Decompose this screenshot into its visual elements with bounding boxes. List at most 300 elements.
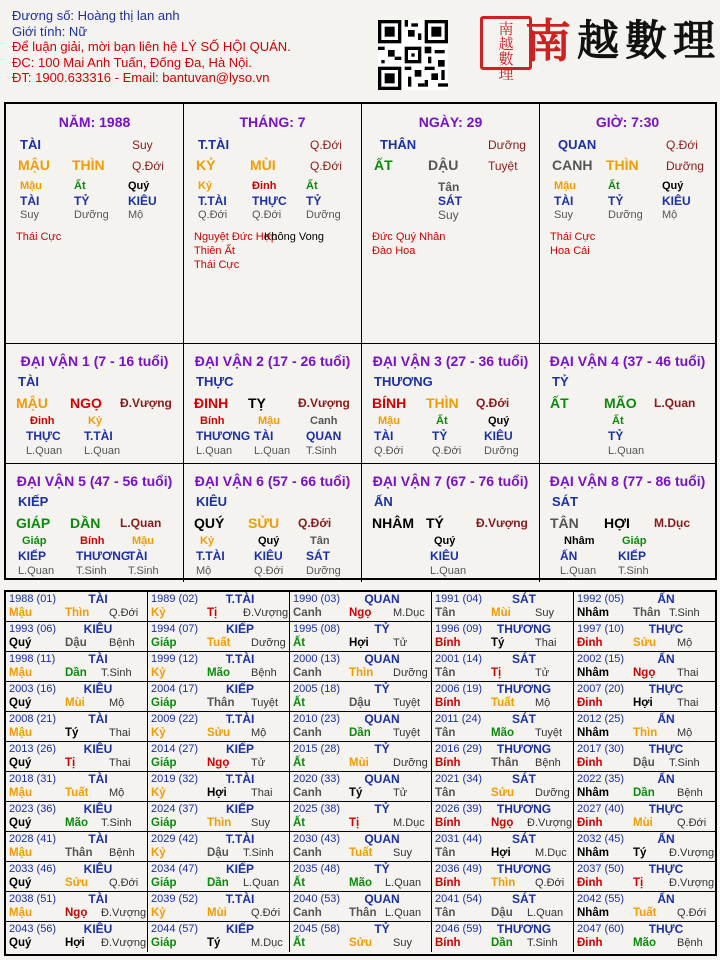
year-can: Quý bbox=[9, 757, 32, 769]
year-status: L.Quan bbox=[385, 877, 422, 889]
year-god: ẤN bbox=[657, 832, 675, 846]
year-can: Kỷ bbox=[151, 727, 166, 739]
year-can: Quý bbox=[9, 877, 32, 889]
year-cell bbox=[290, 712, 432, 742]
year-label: 2027 (40) bbox=[577, 803, 625, 815]
hidden-god: ẤN bbox=[560, 549, 578, 563]
year-god: SÁT bbox=[512, 832, 536, 846]
year-chi: Dần bbox=[207, 877, 229, 889]
dai-van-status: L.Quan bbox=[654, 396, 696, 410]
year-status: Đ.Vượng bbox=[669, 877, 715, 889]
chart-cell bbox=[184, 464, 362, 582]
year-can: Bính bbox=[435, 817, 461, 829]
year-god: THỰC bbox=[648, 742, 684, 756]
hidden-god: SÁT bbox=[306, 549, 330, 563]
hidden-status: Q.Đới bbox=[432, 445, 462, 457]
year-status: Thai bbox=[677, 667, 699, 679]
year-can: Bính bbox=[435, 697, 461, 709]
year-label: 2036 (49) bbox=[435, 863, 483, 875]
year-label: 2047 (60) bbox=[577, 923, 625, 935]
pillar-star: Nguyệt Đức Hợp bbox=[194, 231, 278, 243]
year-cell bbox=[574, 892, 715, 922]
hidden-status: L.Quan bbox=[560, 565, 597, 577]
year-god: T.TÀI bbox=[225, 712, 255, 726]
hidden-status: Q.Đới bbox=[198, 209, 228, 221]
hidden-god: TÀI bbox=[20, 194, 40, 208]
year-god: THỰC bbox=[648, 622, 684, 636]
year-chi: Thân bbox=[65, 847, 93, 859]
year-chi: Tị bbox=[633, 877, 644, 889]
pillar-chi: THÌN bbox=[72, 157, 105, 173]
year-can: Ất bbox=[293, 637, 306, 649]
seal-char: 越 bbox=[498, 35, 514, 53]
year-cell bbox=[290, 622, 432, 652]
year-cell bbox=[432, 682, 574, 712]
year-cell bbox=[574, 802, 715, 832]
owner-name: Đương số: Hoàng thị lan anh bbox=[12, 8, 180, 23]
year-label: 1999 (12) bbox=[151, 653, 199, 665]
year-cell bbox=[148, 832, 290, 862]
dai-van-title: ĐẠI VẬN 2 (17 - 26 tuổi) bbox=[194, 353, 351, 369]
year-god: KIÊU bbox=[83, 622, 113, 636]
year-label: 2013 (26) bbox=[9, 743, 57, 755]
year-status: M.Dục bbox=[393, 607, 425, 619]
year-status: Mộ bbox=[109, 697, 125, 709]
year-cell bbox=[148, 682, 290, 712]
year-chi: Dần bbox=[65, 667, 87, 679]
year-label: 2018 (31) bbox=[9, 773, 57, 785]
year-label: 1990 (03) bbox=[293, 593, 341, 605]
hidden-stem: Ất bbox=[436, 415, 448, 427]
hidden-stem: Quý bbox=[488, 415, 510, 427]
year-chi: Mùi bbox=[207, 907, 227, 919]
year-chi: Sửu bbox=[65, 877, 89, 889]
year-god: ẤN bbox=[657, 652, 675, 666]
year-god: TỶ bbox=[374, 802, 390, 816]
hidden-status: T.Sinh bbox=[76, 565, 107, 577]
year-cell bbox=[6, 682, 148, 712]
dai-van-can: MẬU bbox=[16, 395, 48, 411]
year-status: L.Quan bbox=[243, 877, 280, 889]
year-chi: Dần bbox=[349, 727, 371, 739]
year-status: T.Sinh bbox=[527, 937, 558, 949]
year-label: 2023 (36) bbox=[9, 803, 57, 815]
year-status: Tuyệt bbox=[393, 697, 421, 709]
hidden-stem: Kỷ bbox=[200, 535, 215, 547]
dai-van-title: ĐẠI VẬN 8 (77 - 86 tuổi) bbox=[549, 473, 706, 489]
year-god: T.TÀI bbox=[225, 592, 255, 606]
dai-van-can: ĐINH bbox=[194, 395, 229, 411]
dai-van-status: L.Quan bbox=[120, 516, 162, 530]
hidden-status: Q.Đới bbox=[374, 445, 404, 457]
hidden-status: Suy bbox=[20, 209, 39, 221]
dai-van-god: KIÊU bbox=[196, 494, 228, 509]
hidden-status: L.Quan bbox=[18, 565, 55, 577]
dai-van-status: M.Dục bbox=[654, 516, 690, 530]
dai-van-can: TÂN bbox=[550, 515, 579, 531]
hidden-god: TỶ bbox=[432, 429, 448, 443]
hidden-stem: Bính bbox=[80, 535, 105, 547]
chart-cell bbox=[362, 104, 540, 344]
dai-van-can: QUÝ bbox=[194, 515, 225, 531]
year-status: Q.Đới bbox=[677, 817, 707, 829]
year-chi: Tị bbox=[207, 607, 218, 619]
year-can: Quý bbox=[9, 697, 32, 709]
year-cell bbox=[432, 922, 574, 952]
year-chi: Thìn bbox=[65, 607, 90, 619]
year-god: KIÊU bbox=[83, 922, 113, 936]
year-can: Kỷ bbox=[151, 787, 166, 799]
seal-char: 理 bbox=[498, 65, 514, 83]
year-can: Nhâm bbox=[577, 787, 609, 799]
year-label: 2019 (32) bbox=[151, 773, 199, 785]
qr-code-icon bbox=[378, 20, 448, 90]
year-god: TÀI bbox=[88, 712, 108, 726]
year-can: Ất bbox=[293, 757, 306, 769]
year-cell bbox=[574, 862, 715, 892]
dai-van-can: BÍNH bbox=[372, 395, 407, 411]
year-status: L.Quan bbox=[385, 907, 422, 919]
chart-cell bbox=[540, 104, 715, 344]
hidden-god: TỶ bbox=[306, 194, 322, 208]
year-status: Mộ bbox=[109, 787, 125, 799]
chart-cell bbox=[540, 464, 715, 582]
year-label: 2026 (39) bbox=[435, 803, 483, 815]
hidden-god: KIÊU bbox=[254, 549, 283, 563]
pillar-star: Thái Cực bbox=[194, 259, 240, 271]
year-can: Mậu bbox=[9, 787, 32, 799]
year-cell bbox=[290, 892, 432, 922]
year-status: Q.Đới bbox=[109, 877, 139, 889]
year-cell bbox=[6, 592, 148, 622]
year-status: Bệnh bbox=[677, 937, 703, 949]
hidden-status: L.Quan bbox=[254, 445, 291, 457]
brand-char: 理 bbox=[672, 16, 715, 65]
year-status: Thai bbox=[251, 787, 273, 799]
dai-van-title: ĐẠI VẬN 7 (67 - 76 tuổi) bbox=[372, 473, 529, 489]
dai-van-status: Q.Đới bbox=[476, 396, 510, 410]
year-can: Kỷ bbox=[151, 667, 166, 679]
year-status: Mộ bbox=[677, 637, 693, 649]
hidden-status: T.Sinh bbox=[128, 565, 159, 577]
year-label: 2032 (45) bbox=[577, 833, 625, 845]
year-god: TÀI bbox=[88, 772, 108, 786]
year-god: QUAN bbox=[364, 892, 400, 906]
year-cell bbox=[6, 892, 148, 922]
year-status: Tử bbox=[251, 757, 266, 769]
hidden-stem: Tân bbox=[438, 180, 460, 194]
dai-van-god: TỶ bbox=[552, 374, 569, 389]
pillar-god: T.TÀI bbox=[198, 137, 230, 152]
dai-van-god: SÁT bbox=[552, 494, 578, 509]
dai-van-chi: THÌN bbox=[426, 395, 459, 411]
chart-cell bbox=[6, 464, 184, 582]
chart-cell bbox=[184, 344, 362, 464]
year-god: T.TÀI bbox=[225, 832, 255, 846]
year-status: Tuyệt bbox=[393, 727, 421, 739]
year-label: 2005 (18) bbox=[293, 683, 341, 695]
year-chi: Tuất bbox=[207, 637, 231, 649]
dai-van-chi: HỢI bbox=[604, 515, 630, 531]
year-god: THƯƠNG bbox=[496, 802, 552, 816]
year-label: 2034 (47) bbox=[151, 863, 199, 875]
year-can: Kỷ bbox=[151, 847, 166, 859]
year-can: Giáp bbox=[151, 757, 177, 769]
year-chi: Tị bbox=[65, 757, 76, 769]
pillar-can: MẬU bbox=[18, 157, 50, 173]
year-cell bbox=[290, 832, 432, 862]
year-cell bbox=[6, 742, 148, 772]
year-chi: Mùi bbox=[633, 817, 653, 829]
year-god: THƯƠNG bbox=[496, 862, 552, 876]
year-cell bbox=[574, 922, 715, 952]
chart-cell bbox=[362, 464, 540, 582]
year-chi: Tuất bbox=[491, 697, 515, 709]
year-cell bbox=[148, 862, 290, 892]
hidden-stem: Mậu bbox=[20, 180, 42, 192]
year-god: KIẾP bbox=[225, 802, 254, 816]
chart-cell bbox=[362, 344, 540, 464]
year-can: Giáp bbox=[151, 937, 177, 949]
year-status: T.Sinh bbox=[101, 817, 132, 829]
year-god: THƯƠNG bbox=[496, 622, 552, 636]
year-chi: Dậu bbox=[349, 697, 371, 709]
hidden-status: Suy bbox=[554, 209, 573, 221]
year-label: 1989 (02) bbox=[151, 593, 199, 605]
year-god: T.TÀI bbox=[225, 772, 255, 786]
hidden-status: L.Quan bbox=[430, 565, 467, 577]
year-chi: Dần bbox=[633, 787, 655, 799]
year-status: Suy bbox=[393, 937, 412, 949]
year-label: 2044 (57) bbox=[151, 923, 199, 935]
pillar-title: NĂM: 1988 bbox=[58, 114, 131, 130]
year-god: QUAN bbox=[364, 712, 400, 726]
pillar-star: Hoa Cái bbox=[550, 245, 590, 257]
hidden-god: T.TÀI bbox=[84, 429, 113, 443]
hidden-stem: Ất bbox=[306, 180, 318, 192]
pillar-title: GIỜ: 7:30 bbox=[595, 114, 660, 130]
year-status: Dưỡng bbox=[251, 637, 286, 649]
dai-van-chi: NGỌ bbox=[70, 395, 102, 411]
year-chi: Tuất bbox=[65, 787, 89, 799]
year-can: Nhâm bbox=[577, 727, 609, 739]
year-chi: Mão bbox=[207, 667, 230, 679]
year-status: Tử bbox=[393, 787, 408, 799]
pillar-chi-status: Q.Đới bbox=[132, 159, 164, 173]
year-chi: Sửu bbox=[349, 937, 373, 949]
year-status: Q.Đới bbox=[109, 607, 139, 619]
year-status: Bệnh bbox=[677, 787, 703, 799]
year-can: Canh bbox=[293, 727, 322, 739]
year-label: 2022 (35) bbox=[577, 773, 625, 785]
year-god: TỶ bbox=[374, 742, 390, 756]
year-cell bbox=[574, 712, 715, 742]
year-label: 2031 (44) bbox=[435, 833, 483, 845]
year-cell bbox=[432, 742, 574, 772]
hidden-stem: Nhâm bbox=[564, 535, 595, 547]
year-cell bbox=[432, 802, 574, 832]
dai-van-title: ĐẠI VẬN 6 (57 - 66 tuổi) bbox=[194, 473, 351, 489]
year-cell bbox=[290, 862, 432, 892]
dai-van-god: ẤN bbox=[374, 494, 393, 509]
year-cell bbox=[6, 832, 148, 862]
brand-char: 越 bbox=[576, 16, 619, 65]
year-can: Đinh bbox=[577, 637, 603, 649]
hidden-stem: Ất bbox=[612, 415, 624, 427]
year-label: 2007 (20) bbox=[577, 683, 625, 695]
year-label: 1993 (06) bbox=[9, 623, 57, 635]
year-status: Suy bbox=[535, 607, 554, 619]
year-god: TÀI bbox=[88, 592, 108, 606]
seal-char: 南 bbox=[498, 20, 514, 38]
hidden-god: TỶ bbox=[608, 194, 624, 208]
year-status: Q.Đới bbox=[677, 907, 707, 919]
year-status: T.Sinh bbox=[669, 757, 700, 769]
year-can: Ất bbox=[293, 937, 306, 949]
hidden-status: Dưỡng bbox=[608, 209, 643, 221]
hidden-stem: Tân bbox=[310, 535, 330, 547]
year-god: KIẾP bbox=[225, 742, 254, 756]
year-chi: Thìn bbox=[349, 667, 374, 679]
year-cell bbox=[432, 712, 574, 742]
hidden-stem: Mậu bbox=[258, 415, 280, 427]
contact-line-1: Để luận giải, mời bạn liên hệ LÝ SỐ HỘI QUÁN. bbox=[12, 39, 291, 54]
pillar-chi-status: Tuyệt bbox=[488, 159, 518, 173]
year-god: KIÊU bbox=[83, 862, 113, 876]
year-cell bbox=[432, 832, 574, 862]
year-cell bbox=[290, 922, 432, 952]
year-label: 2046 (59) bbox=[435, 923, 483, 935]
year-chi: Thìn bbox=[207, 817, 232, 829]
hidden-status: Mộ bbox=[128, 209, 144, 221]
bazi-chart bbox=[4, 102, 717, 580]
year-label: 2038 (51) bbox=[9, 893, 57, 905]
year-cell bbox=[6, 652, 148, 682]
year-god: THỰC bbox=[648, 862, 684, 876]
year-status: Mộ bbox=[677, 727, 693, 739]
year-status: Thai bbox=[677, 697, 699, 709]
year-god: T.TÀI bbox=[225, 892, 255, 906]
year-cell bbox=[6, 772, 148, 802]
year-status: Mộ bbox=[251, 727, 267, 739]
dai-van-title: ĐẠI VẬN 4 (37 - 46 tuổi) bbox=[549, 353, 706, 369]
year-god: TÀI bbox=[88, 832, 108, 846]
year-god: KIẾP bbox=[225, 922, 254, 936]
hidden-status: Q.Đới bbox=[254, 565, 284, 577]
year-chi: Tý bbox=[65, 727, 79, 739]
year-cell bbox=[148, 652, 290, 682]
hidden-stem: Bính bbox=[200, 415, 225, 427]
dai-van-chi: TỴ bbox=[248, 395, 266, 411]
year-chi: Ngọ bbox=[207, 757, 230, 769]
year-status: Dưỡng bbox=[535, 787, 570, 799]
year-chi: Ngọ bbox=[491, 817, 514, 829]
year-can: Đinh bbox=[577, 937, 603, 949]
seal-char: 數 bbox=[498, 50, 514, 68]
hidden-stem: Quý bbox=[128, 180, 150, 192]
year-god: ẤN bbox=[657, 772, 675, 786]
year-can: Kỷ bbox=[151, 607, 166, 619]
year-label: 2012 (25) bbox=[577, 713, 625, 725]
dai-van-can: ẤT bbox=[550, 395, 569, 411]
pillar-chi-status: Q.Đới bbox=[310, 159, 342, 173]
year-cell bbox=[290, 652, 432, 682]
pillar-god: TÀI bbox=[20, 137, 41, 152]
year-label: 2008 (21) bbox=[9, 713, 57, 725]
year-god: SÁT bbox=[512, 892, 536, 906]
year-cell bbox=[574, 832, 715, 862]
dai-van-can: GIÁP bbox=[16, 515, 51, 531]
year-god: TỶ bbox=[374, 682, 390, 696]
hidden-god: KIẾP bbox=[618, 549, 647, 563]
year-cell bbox=[6, 862, 148, 892]
year-god: SÁT bbox=[512, 712, 536, 726]
year-status: T.Sinh bbox=[669, 607, 700, 619]
year-cell bbox=[290, 592, 432, 622]
year-status: M.Dục bbox=[393, 817, 425, 829]
year-label: 2014 (27) bbox=[151, 743, 199, 755]
year-cell bbox=[290, 802, 432, 832]
year-chi: Dậu bbox=[491, 907, 513, 919]
hidden-god: THỰC bbox=[26, 429, 61, 443]
year-chi: Tị bbox=[349, 817, 360, 829]
pillar-title: THÁNG: 7 bbox=[239, 114, 306, 130]
year-god: QUAN bbox=[364, 652, 400, 666]
dai-van-status: Đ.Vượng bbox=[120, 396, 172, 410]
year-label: 2035 (48) bbox=[293, 863, 341, 875]
year-can: Canh bbox=[293, 607, 322, 619]
dai-van-god: KIẾP bbox=[18, 494, 49, 509]
year-label: 2020 (33) bbox=[293, 773, 341, 785]
brand-logo bbox=[490, 6, 715, 70]
pillar-chi: DẬU bbox=[428, 157, 459, 173]
hidden-god: SÁT bbox=[438, 194, 462, 208]
year-can: Giáp bbox=[151, 637, 177, 649]
pillar-star: Đào Hoa bbox=[372, 245, 416, 257]
year-cell bbox=[148, 742, 290, 772]
year-label: 2024 (37) bbox=[151, 803, 199, 815]
year-label: 2004 (17) bbox=[151, 683, 199, 695]
year-status: Bệnh bbox=[251, 667, 277, 679]
year-can: Giáp bbox=[151, 877, 177, 889]
year-god: THƯƠNG bbox=[496, 922, 552, 936]
dai-van-title: ĐẠI VẬN 1 (7 - 16 tuổi) bbox=[20, 353, 169, 369]
year-god: THỰC bbox=[648, 682, 684, 696]
year-label: 2039 (52) bbox=[151, 893, 199, 905]
contact-line-3: ĐT: 1900.633316 - Email: bantuvan@lyso.vn bbox=[12, 70, 270, 85]
year-chi: Ngọ bbox=[349, 607, 372, 619]
year-chi: Hợi bbox=[207, 787, 227, 799]
year-god: THƯƠNG bbox=[496, 742, 552, 756]
pillar-chi: THÌN bbox=[606, 157, 639, 173]
year-cell bbox=[148, 802, 290, 832]
year-label: 2040 (53) bbox=[293, 893, 341, 905]
year-can: Nhâm bbox=[577, 667, 609, 679]
year-cell bbox=[574, 682, 715, 712]
year-cell bbox=[574, 622, 715, 652]
year-label: 2021 (34) bbox=[435, 773, 483, 785]
pillar-truong-sinh: Q.Đới bbox=[666, 138, 698, 152]
hidden-status: L.Quan bbox=[196, 445, 233, 457]
year-chi: Ngọ bbox=[65, 907, 88, 919]
hidden-stem: Mậu bbox=[554, 180, 576, 192]
year-chi: Hợi bbox=[633, 697, 653, 709]
hidden-status: Suy bbox=[438, 208, 459, 222]
year-can: Mậu bbox=[9, 727, 32, 739]
year-god: ẤN bbox=[657, 592, 675, 606]
year-god: QUAN bbox=[364, 772, 400, 786]
dai-van-title: ĐẠI VẬN 3 (27 - 36 tuổi) bbox=[372, 353, 529, 369]
